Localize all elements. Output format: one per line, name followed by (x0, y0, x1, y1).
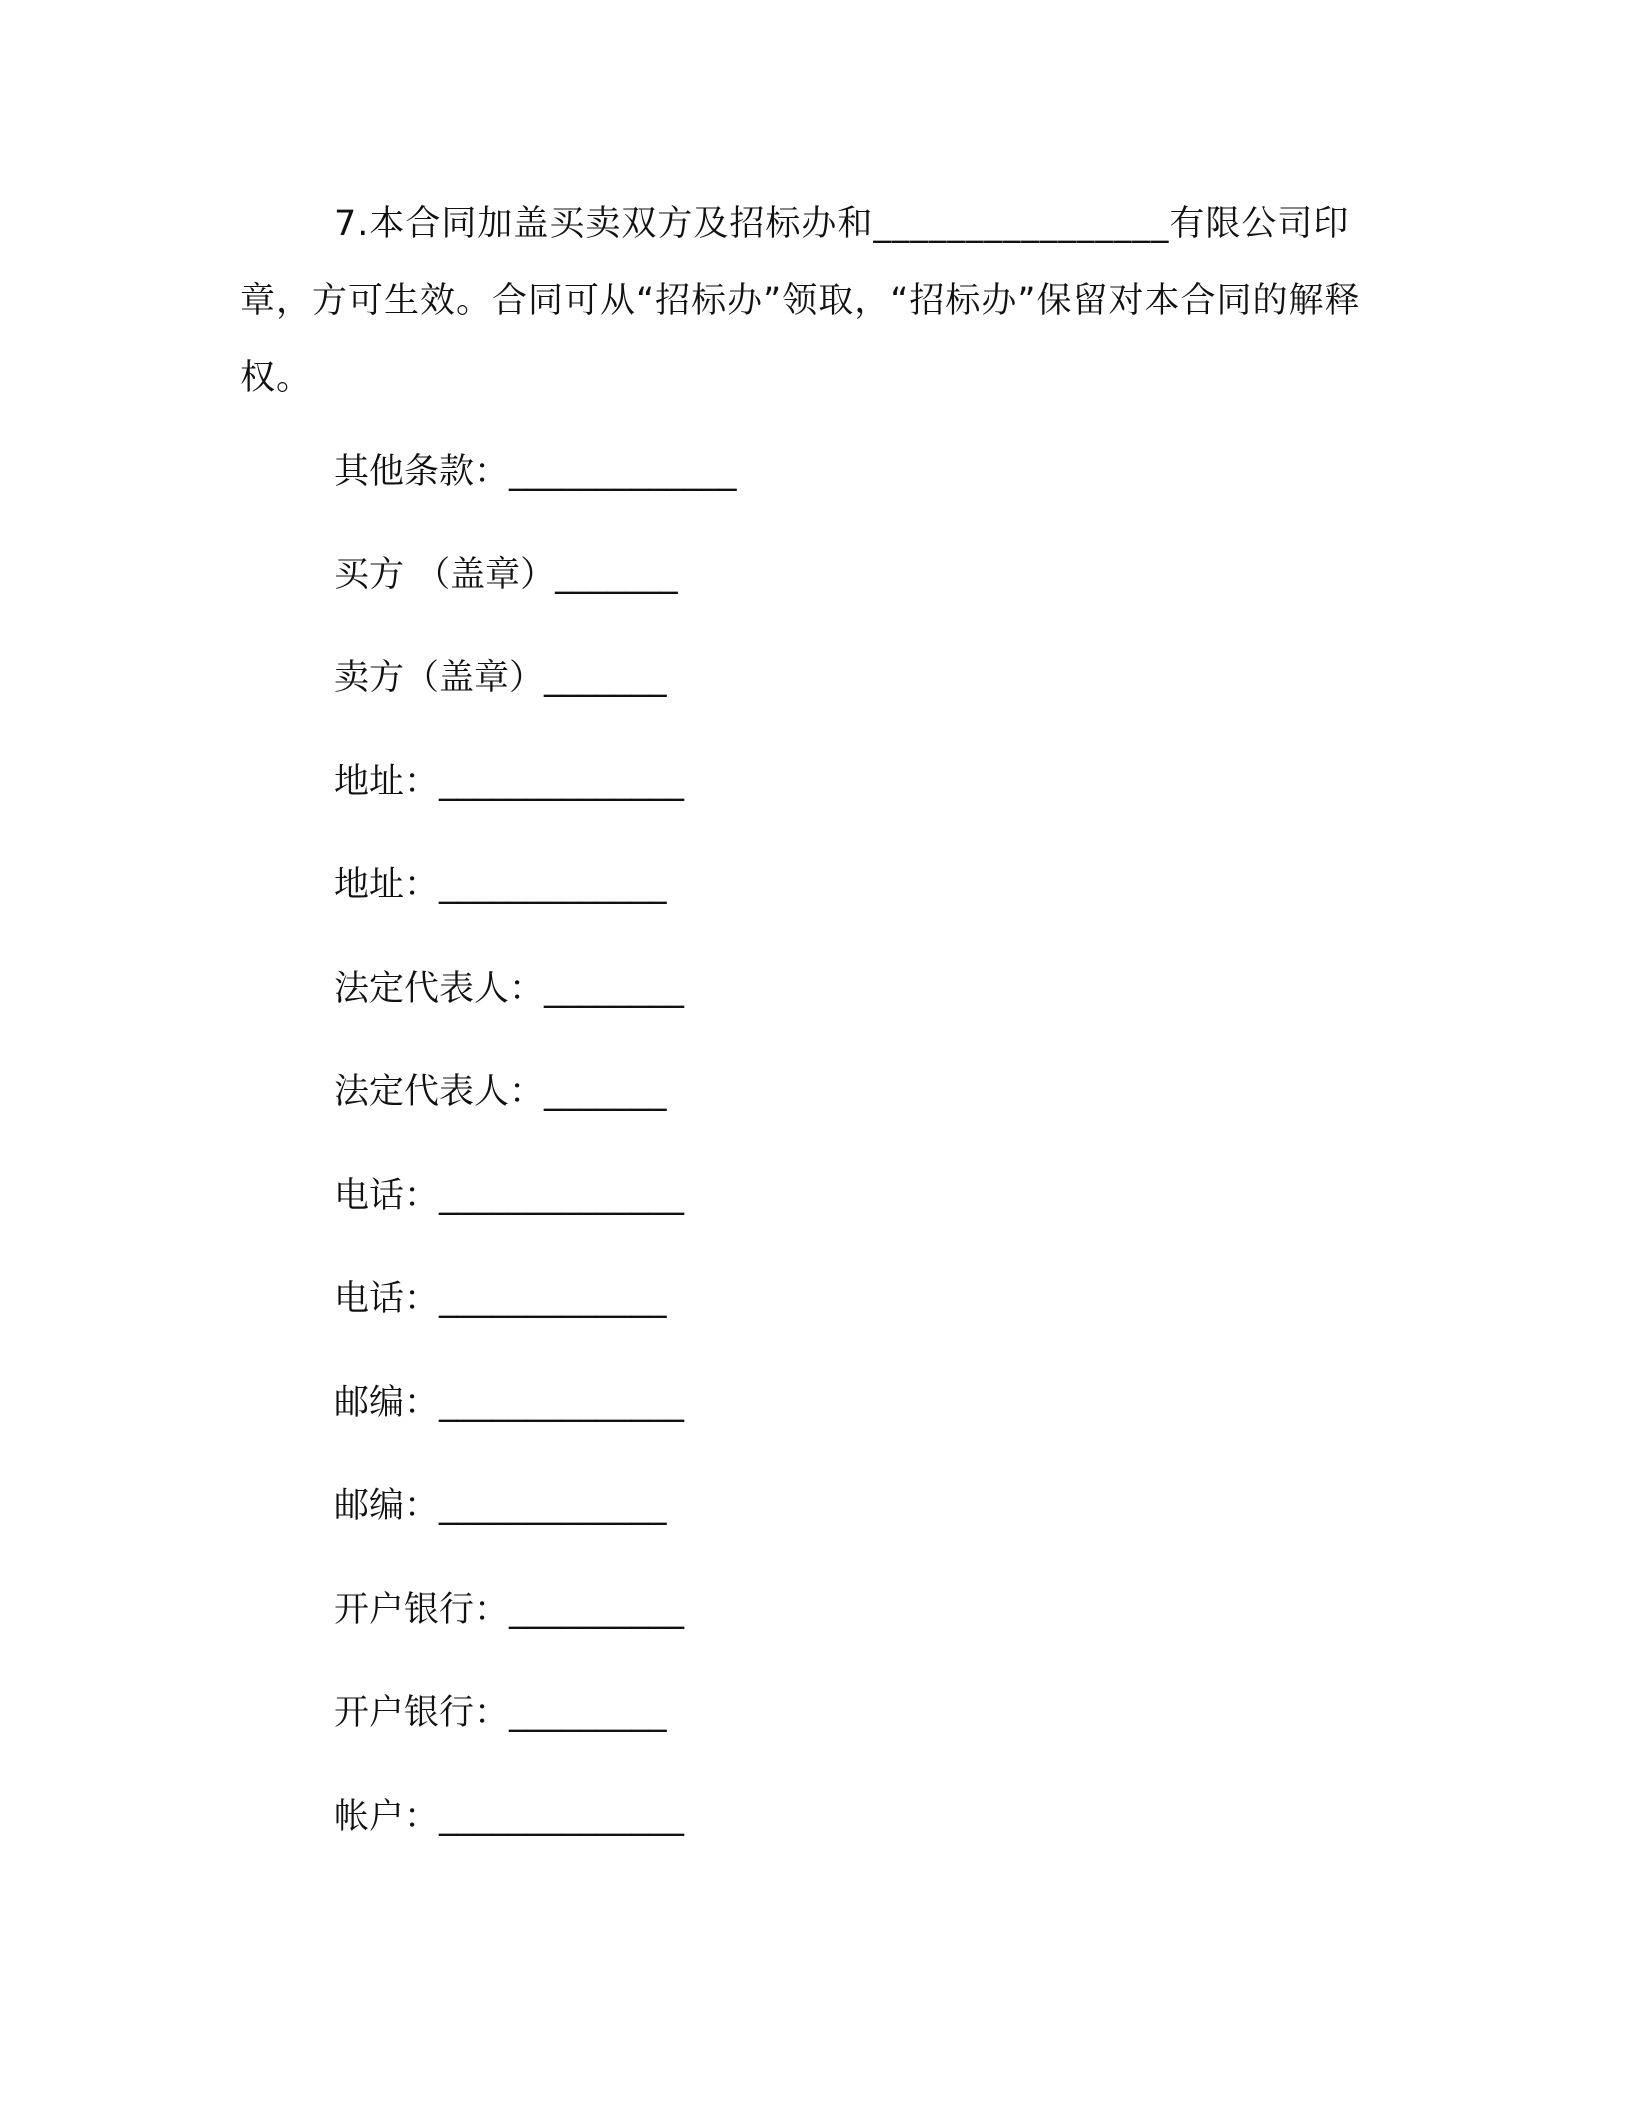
seller-phone-field: 电话：_____________ (334, 1279, 667, 1319)
buyer-phone-field: 电话：______________ (334, 1176, 685, 1216)
seller-bank-field: 开户银行：_________ (334, 1693, 667, 1733)
buyer-bank-field: 开户银行：__________ (334, 1590, 685, 1630)
buyer-address-field: 地址：______________ (334, 762, 685, 802)
seller-legal-representative-field: 法定代表人：_______ (334, 1072, 667, 1112)
buyer-postcode-field: 邮编：______________ (334, 1383, 685, 1423)
seller-postcode-field: 邮编：_____________ (334, 1486, 667, 1526)
seller-seal-field: 卖方（盖章）_______ (334, 658, 667, 698)
buyer-legal-representative-field: 法定代表人：________ (334, 969, 685, 1009)
clause-7-text: 7.本合同加盖买卖双方及招标办和________________有限公司印章，方可生效。合同可从“招标办”领取，“招标办”保留对本合同的解释权。 (240, 204, 1361, 398)
other-terms-field: 其他条款：_____________ (334, 452, 737, 492)
buyer-seal-field: 买方 （盖章）_______ (334, 555, 678, 595)
clause-7-paragraph (240, 186, 1380, 417)
account-field: 帐户：______________ (334, 1797, 685, 1837)
seller-address-field: 地址：_____________ (334, 865, 667, 905)
